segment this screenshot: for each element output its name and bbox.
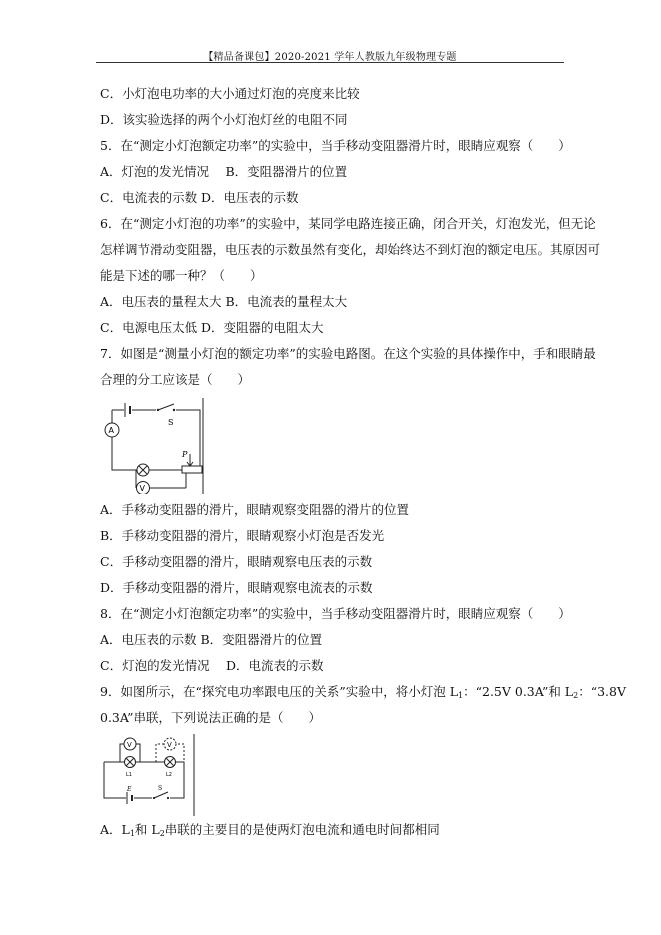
q9-sub-1: 1 (458, 691, 464, 700)
voltmeter-icon (124, 738, 136, 750)
ammeter-icon (105, 423, 119, 437)
q9-sub-2: 2 (573, 691, 579, 700)
switch-icon (152, 792, 170, 801)
q7-circuit-diagram (100, 398, 206, 494)
lamp-l1-icon (125, 757, 136, 768)
q5-options-cd: C．电流表的示数 D．电压表的示数 (100, 190, 299, 205)
q6-stem-line3: 能是下述的哪一种？（ ） (100, 268, 263, 283)
q4-option-c: C．小灯泡电功率的大小通过灯泡的亮度来比较 (100, 86, 360, 101)
lamp-l1-label: L1 (126, 772, 132, 778)
lamp-l2-label: L2 (166, 772, 172, 778)
q6-options-cd: C．电源电压太低 D．变阻器的电阻太大 (100, 320, 324, 335)
switch-label: S (158, 785, 163, 792)
ammeter-label: A (108, 426, 114, 435)
q9-stem-line1 (100, 684, 626, 704)
q7-stem-line2: 合理的分工应该是（ ） (100, 372, 251, 387)
q9-stem-text-b: ：“2.5V 0.3A”和 L (463, 684, 574, 699)
q9-circuit-diagram (100, 734, 198, 816)
q9-option-a (100, 822, 440, 842)
q9-stem-text-c: ：“3.8V (578, 684, 627, 699)
slider-label: P (182, 450, 188, 459)
battery-label: E (127, 786, 132, 793)
header-rule (96, 62, 564, 63)
page-header: 【精品备课包】2020-2021 学年人教版九年级物理专题 (203, 52, 457, 63)
q9-opt-a-text-b: 和 L (134, 822, 160, 837)
q8-options-cd: C．灯泡的发光情况 D．电流表的示数 (100, 658, 324, 673)
q6-stem-line2: 怎样调节滑动变阻器，电压表的示数虽然有变化，却始终达不到灯泡的额定电压。其原因可 (100, 242, 601, 257)
q8-stem: 8．在“测定小灯泡额定功率”的实验中，当手移动变阻器滑片时，眼睛应观察（ ） (100, 606, 571, 621)
q7-option-a: A．手移动变阻器的滑片，眼睛观察变阻器的滑片的位置 (100, 502, 410, 517)
switch-label: S (168, 418, 174, 427)
voltmeter-label: V (139, 484, 145, 493)
voltmeter-dashed-icon (164, 738, 176, 750)
voltmeter-label: V (127, 741, 132, 749)
q9-opt-a-text-c: 串联的主要目的是使两灯泡电流和通电时间都相同 (164, 822, 440, 837)
q9-opt-a-text-a: A．L (100, 822, 130, 837)
q9-opt-a-sub-1: 1 (129, 829, 135, 838)
q9-opt-a-sub-2: 2 (159, 829, 165, 838)
q5-stem: 5．在“测定小灯泡额定功率”的实验中，当手移动变阻器滑片时，眼睛应观察（ ） (100, 138, 571, 153)
battery-icon (126, 792, 134, 804)
q7-option-d: D．手移动变阻器的滑片，眼睛观察电流表的示数 (100, 580, 373, 595)
q9-stem-line2: 0.3A”串联，下列说法正确的是（ ） (100, 710, 321, 725)
q7-option-c: C．手移动变阻器的滑片，眼睛观察电压表的示数 (100, 554, 373, 569)
lamp-l2-icon (165, 757, 176, 768)
voltmeter-icon (137, 482, 150, 495)
switch-icon (156, 404, 176, 413)
lamp-icon (137, 464, 149, 476)
battery-icon (124, 403, 132, 417)
q6-options-ab: A．电压表的量程太大 B．电流表的量程太大 (100, 294, 348, 309)
q7-option-b: B．手移动变阻器的滑片，眼睛观察小灯泡是否发光 (100, 528, 385, 543)
q9-stem-text-a: 9．如图所示，在“探究电功率跟电压的关系”实验中，将小灯泡 L (100, 684, 459, 699)
q5-options-ab: A．灯泡的发光情况 B．变阻器滑片的位置 (100, 164, 348, 179)
voltmeter-dashed-label: V (167, 741, 172, 749)
q4-option-d: D．该实验选择的两个小灯泡灯丝的电阻不同 (100, 112, 348, 127)
q8-options-ab: A．电压表的示数 B．变阻器滑片的位置 (100, 632, 323, 647)
q7-stem-line1: 7．如图是“测量小灯泡的额定功率”的实验电路图。在这个实验的具体操作中，手和眼睛最 (100, 346, 596, 361)
q6-stem-line1: 6．在“测定小灯泡的功率”的实验中，某同学电路连接正确，闭合开关，灯泡发光，但无论 (100, 216, 596, 231)
